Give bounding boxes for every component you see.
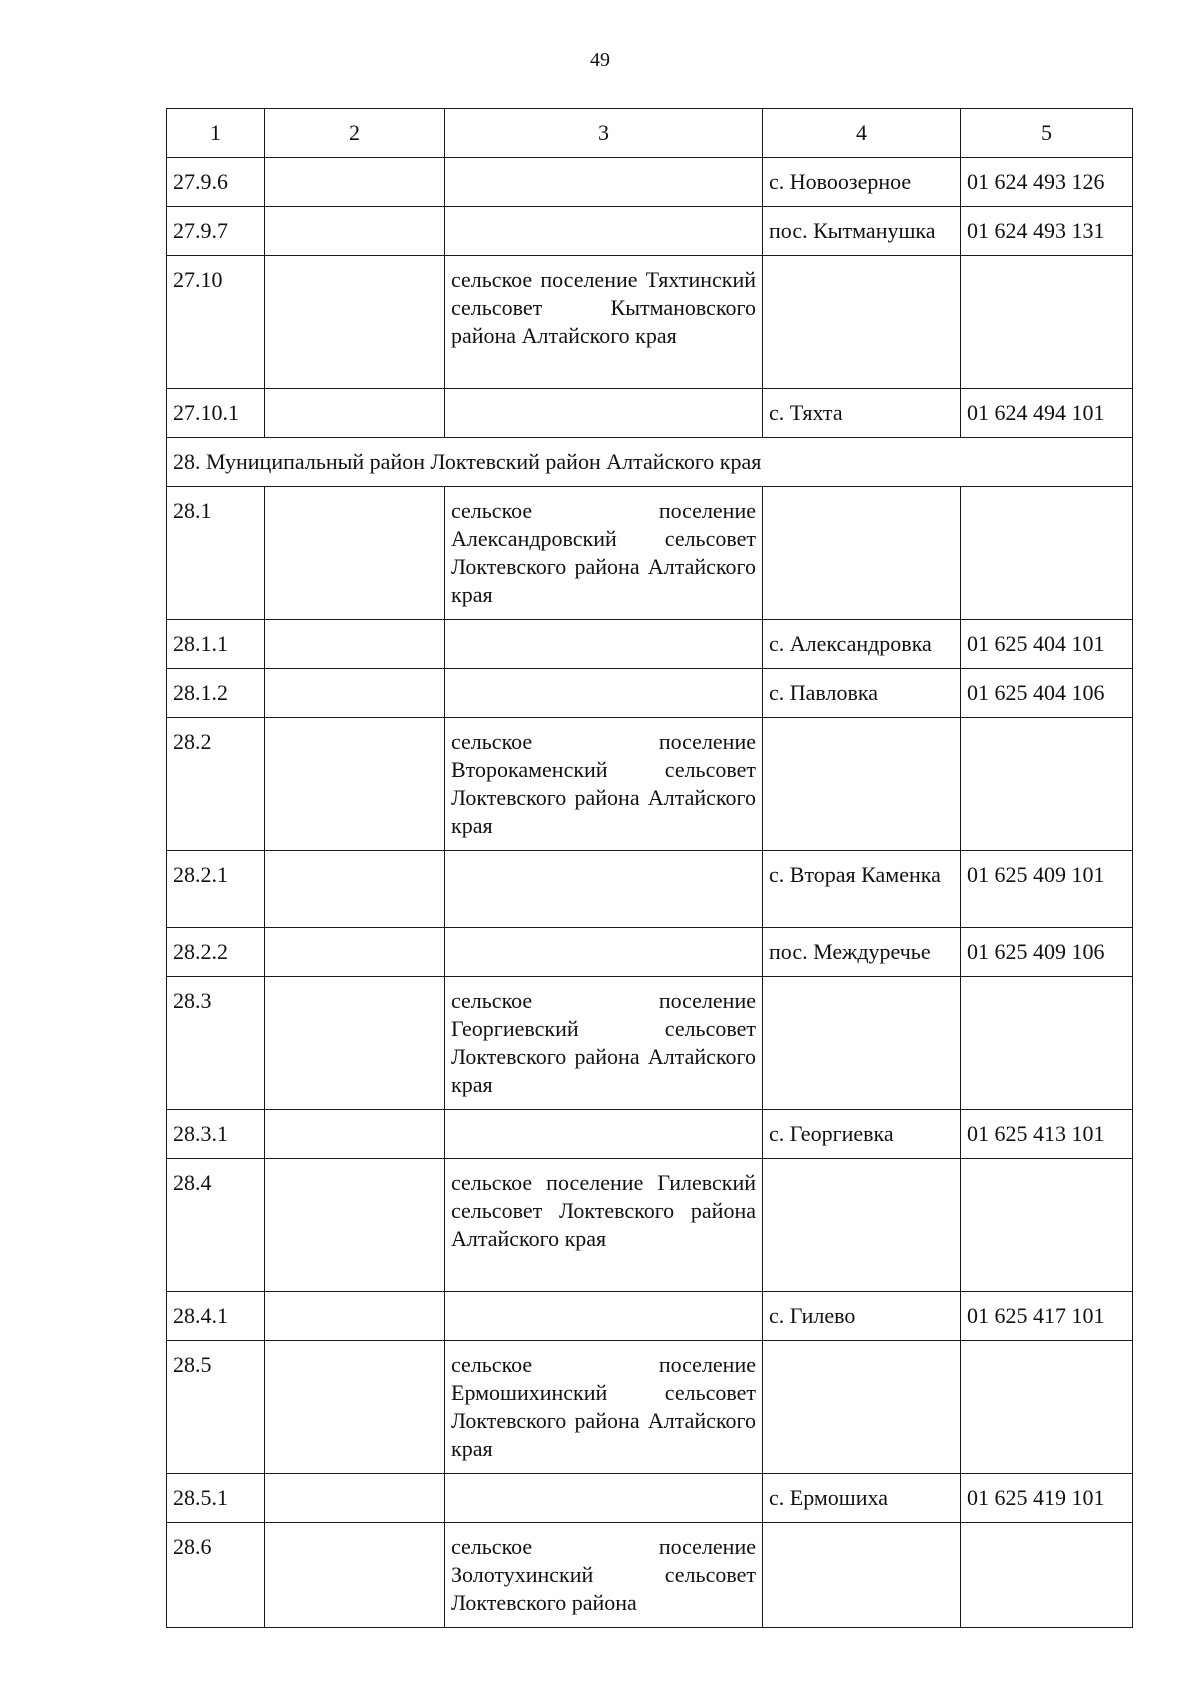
locality-name [763, 256, 961, 389]
page-number: 49 [590, 49, 610, 71]
locality-row [167, 1474, 1133, 1523]
locality-name: с. Ермошиха [763, 1474, 961, 1523]
settlement-name [445, 851, 763, 928]
settlement-name [445, 207, 763, 256]
row-col2 [265, 389, 445, 438]
okato-code [961, 977, 1133, 1110]
locality-row [167, 207, 1133, 256]
row-col2 [265, 977, 445, 1110]
locality-row [167, 389, 1133, 438]
locality-name [763, 1159, 961, 1292]
row-col2 [265, 1341, 445, 1474]
locality-name: с. Александровка [763, 620, 961, 669]
okato-code [961, 1523, 1133, 1628]
row-col2 [265, 928, 445, 977]
table-header-row [167, 109, 1133, 158]
row-code: 28.5.1 [167, 1474, 265, 1523]
okato-code: 01 624 493 131 [961, 207, 1133, 256]
locality-name [763, 977, 961, 1110]
locality-row [167, 620, 1133, 669]
district-title: 28. Муниципальный район Локтевский район Алтайского края [167, 438, 1133, 487]
settlement-name: сельское поселение Александровский сельсовет Локтевского района Алтайского края [445, 487, 763, 620]
row-col2 [265, 1292, 445, 1341]
okato-code [961, 1341, 1133, 1474]
row-col2 [265, 1110, 445, 1159]
settlement-row [167, 1523, 1133, 1628]
okato-code: 01 625 409 106 [961, 928, 1133, 977]
row-code: 28.5 [167, 1341, 265, 1474]
settlement-name [445, 1292, 763, 1341]
locality-name: с. Новоозерное [763, 158, 961, 207]
locality-name [763, 487, 961, 620]
row-code: 28.2 [167, 718, 265, 851]
okato-code: 01 625 413 101 [961, 1110, 1133, 1159]
settlement-name [445, 389, 763, 438]
okato-code [961, 256, 1133, 389]
settlement-name: сельское поселение Тяхтинский сельсовет Кытмановского района Алтайского края [445, 256, 763, 389]
district-header-row [167, 438, 1133, 487]
settlement-name [445, 928, 763, 977]
okato-code: 01 625 417 101 [961, 1292, 1133, 1341]
settlement-row [167, 977, 1133, 1110]
settlement-row [167, 1159, 1133, 1292]
settlement-row [167, 718, 1133, 851]
locality-name [763, 718, 961, 851]
row-code: 28.1 [167, 487, 265, 620]
locality-name: с. Тяхта [763, 389, 961, 438]
settlement-name [445, 1474, 763, 1523]
okato-code [961, 718, 1133, 851]
row-code: 27.9.7 [167, 207, 265, 256]
settlement-row [167, 487, 1133, 620]
row-code: 28.1.2 [167, 669, 265, 718]
locality-name: с. Вторая Каменка [763, 851, 961, 928]
settlement-name: сельское поселение Золотухинский сельсовет Локтевского района [445, 1523, 763, 1628]
row-col2 [265, 207, 445, 256]
settlement-name: сельское поселение Ермошихинский сельсовет Локтевского района Алтайского края [445, 1341, 763, 1474]
column-header-4: 4 [763, 109, 961, 158]
row-col2 [265, 620, 445, 669]
okato-code: 01 625 409 101 [961, 851, 1133, 928]
locality-row [167, 851, 1133, 928]
locality-row [167, 669, 1133, 718]
settlement-row [167, 256, 1133, 389]
okato-code [961, 487, 1133, 620]
row-col2 [265, 1474, 445, 1523]
okato-code: 01 625 404 106 [961, 669, 1133, 718]
row-code: 27.9.6 [167, 158, 265, 207]
row-code: 28.4.1 [167, 1292, 265, 1341]
column-header-5: 5 [961, 109, 1133, 158]
row-code: 27.10.1 [167, 389, 265, 438]
settlement-name [445, 1110, 763, 1159]
row-code: 28.2.1 [167, 851, 265, 928]
locality-name: пос. Кытманушка [763, 207, 961, 256]
okato-code: 01 625 419 101 [961, 1474, 1133, 1523]
locality-name: пос. Междуречье [763, 928, 961, 977]
row-col2 [265, 256, 445, 389]
row-code: 28.3.1 [167, 1110, 265, 1159]
locality-name [763, 1523, 961, 1628]
locality-row [167, 158, 1133, 207]
row-col2 [265, 1159, 445, 1292]
locality-row [167, 1292, 1133, 1341]
locality-name: с. Георгиевка [763, 1110, 961, 1159]
table-body [167, 109, 1133, 1628]
settlement-name: сельское поселение Гилевский сельсовет Локтевского района Алтайского края [445, 1159, 763, 1292]
row-code: 27.10 [167, 256, 265, 389]
row-code: 28.3 [167, 977, 265, 1110]
column-header-2: 2 [265, 109, 445, 158]
okato-code [961, 1159, 1133, 1292]
okato-code: 01 625 404 101 [961, 620, 1133, 669]
locality-name [763, 1341, 961, 1474]
row-col2 [265, 718, 445, 851]
locality-row [167, 1110, 1133, 1159]
settlement-name [445, 620, 763, 669]
row-col2 [265, 487, 445, 620]
settlement-name: сельское поселение Второкаменский сельсовет Локтевского района Алтайского края [445, 718, 763, 851]
settlements-table [166, 108, 1133, 1628]
row-code: 28.4 [167, 1159, 265, 1292]
column-header-1: 1 [167, 109, 265, 158]
locality-name: с. Павловка [763, 669, 961, 718]
row-col2 [265, 158, 445, 207]
row-code: 28.1.1 [167, 620, 265, 669]
row-code: 28.6 [167, 1523, 265, 1628]
settlement-row [167, 1341, 1133, 1474]
row-col2 [265, 1523, 445, 1628]
settlement-name [445, 158, 763, 207]
row-col2 [265, 851, 445, 928]
settlement-name: сельское поселение Георгиевский сельсовет Локтевского района Алтайского края [445, 977, 763, 1110]
column-header-3: 3 [445, 109, 763, 158]
row-col2 [265, 669, 445, 718]
okato-code: 01 624 493 126 [961, 158, 1133, 207]
okato-code: 01 624 494 101 [961, 389, 1133, 438]
settlement-name [445, 669, 763, 718]
row-code: 28.2.2 [167, 928, 265, 977]
locality-name: с. Гилево [763, 1292, 961, 1341]
locality-row [167, 928, 1133, 977]
